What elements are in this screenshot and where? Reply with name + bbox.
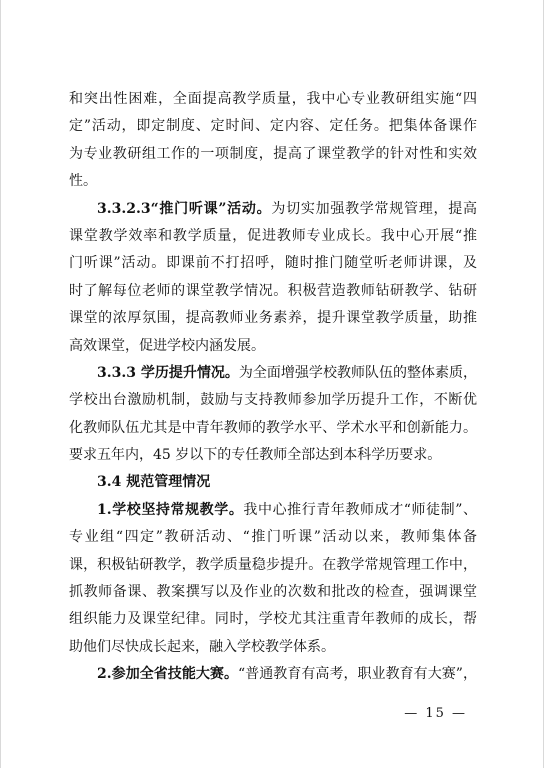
bold-run: 1.学校坚持常规教学。 [97, 501, 244, 518]
text-line [69, 305, 477, 332]
text-run: 高效课堂，促进学校内涵发展。 [69, 337, 265, 354]
text-run: 性。 [69, 173, 97, 190]
text-run: 为专业教研组工作的一项制度，提高了课堂教学的针对性和实效 [69, 145, 477, 162]
text-run: 助他们尽快成长起来，融入学校教学体系。 [69, 638, 335, 655]
text-run: 时了解每位老师的课堂教学情况。积极营造教师钻研教学、钻研 [69, 282, 477, 299]
text-line [69, 524, 477, 551]
text-line [69, 86, 477, 113]
text-line [69, 223, 477, 250]
text-run: 课，积极钻研教学，教学质量稳步提升。在教学常规管理工作中， [69, 556, 477, 573]
bold-run: 2.参加全省技能大赛。 [97, 666, 239, 683]
text-run: 化教师队伍尤其是中青年教师的教学水平、学术水平和创新能力。 [69, 419, 477, 436]
text-line [69, 141, 477, 168]
text-line [69, 250, 477, 277]
text-line [69, 333, 477, 360]
text-run: 专业组“四定”教研活动、“推门听课”活动以来，教师集体备 [69, 529, 477, 546]
text-line [69, 634, 477, 661]
text-line [69, 113, 477, 140]
body-text [69, 86, 477, 689]
text-line [69, 442, 477, 469]
bold-run: 3.4 规范管理情况 [97, 474, 211, 491]
text-line [69, 606, 477, 633]
text-line [69, 360, 477, 387]
text-line [69, 579, 477, 606]
text-run: 我中心推行青年教师成才“师徒制”、 [243, 501, 477, 518]
text-run: 门听课”活动。即课前不打招呼，随时推门随堂听老师讲课，及 [69, 255, 477, 272]
text-line [69, 168, 477, 195]
text-run: 和突出性困难，全面提高教学质量，我中心专业教研组实施“四 [69, 91, 477, 107]
text-line [69, 387, 477, 414]
text-run: 为全面增强学校教师队伍的整体素质， [238, 364, 477, 381]
text-line [69, 552, 477, 579]
bold-run: 3.3.2.3“推门听课”活动。 [97, 200, 272, 217]
text-run: 定”活动，即定制度、定时间、定内容、定任务。把集体备课作 [69, 118, 477, 135]
text-line [69, 497, 477, 524]
bold-run: 3.3.3 学历提升情况。 [97, 364, 239, 381]
text-line [69, 415, 477, 442]
text-run: 学校出台激励机制，鼓励与支持教师参加学历提升工作，不断优 [69, 392, 477, 409]
text-run: 组织能力及课堂纪律。同时，学校尤其注重青年教师的成长，帮 [69, 611, 477, 628]
text-run: 课堂教学效率和教学质量，促进教师专业成长。我中心开展“推 [69, 227, 477, 244]
text-line [69, 196, 477, 223]
text-line [69, 278, 477, 305]
section-heading [69, 469, 477, 496]
page-number: — 15 — [404, 706, 467, 721]
text-run: 要求五年内，45 岁以下的专任教师全部达到本科学历要求。 [69, 447, 442, 464]
text-run: “普通教育有高考，职业教育有大赛”， [238, 666, 477, 683]
text-run: 课堂的浓厚氛围，提高教师业务素养，提升课堂教学质量，助推 [69, 310, 477, 327]
text-run: 为切实加强教学常规管理，提高 [271, 200, 477, 217]
text-line [69, 661, 477, 688]
text-run: 抓教师备课、教案撰写以及作业的次数和批改的检查，强调课堂 [69, 584, 477, 601]
